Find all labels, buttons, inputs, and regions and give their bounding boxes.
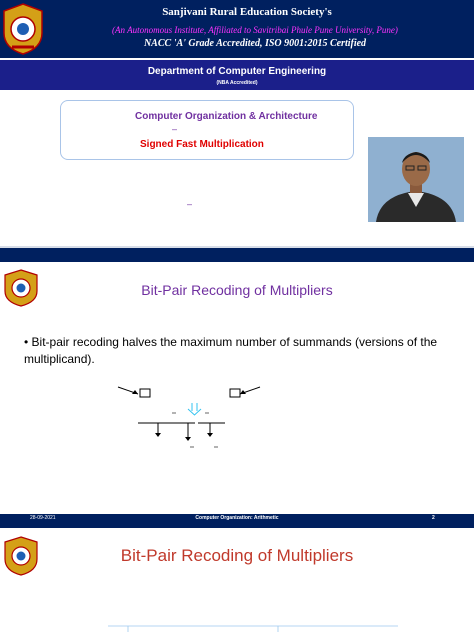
footer-date: 28-09-2021: [30, 515, 56, 521]
bullet-point: [24, 334, 454, 368]
society-name: Sanjivani Rural Education Society's: [162, 6, 332, 18]
footer-title: Computer Organization: Arithmetic: [195, 515, 279, 521]
slide-footer: [0, 514, 474, 528]
presenter-photo: [368, 137, 464, 222]
course-title: Computer Organization & Architecture: [135, 111, 318, 122]
nba-note: (NBA Accredited): [216, 80, 258, 86]
bullet-icon: •: [24, 335, 32, 349]
department-name: Department of Computer Engineering: [147, 66, 327, 77]
content-slide-partial: [0, 532, 474, 632]
recoding-diagram: [110, 381, 280, 456]
slide-footer: [0, 248, 474, 262]
partial-diagram: [108, 624, 398, 632]
topic-title: Signed Fast Multiplication: [140, 139, 264, 150]
content-slide: [0, 266, 474, 528]
course-box: [60, 100, 354, 160]
bullet-text: Bit-pair recoding halves the maximum number of summands (versions of the multiplicand).: [24, 335, 438, 366]
title-slide: [0, 0, 474, 262]
page-number: 2: [432, 515, 435, 521]
small-dash: –: [187, 199, 193, 209]
slide-title: Bit-Pair Recoding of Multipliers: [141, 282, 333, 298]
course-dash: –: [172, 124, 178, 134]
autonomous-note: (An Autonomous Institute, Affiliated to Savitribai Phule Pune University, Pune): [112, 25, 398, 35]
accreditation-note: NACC 'A' Grade Accredited, ISO 9001:2015 Certified: [143, 38, 367, 49]
slide-title: Bit-Pair Recoding of Multipliers: [120, 546, 354, 565]
